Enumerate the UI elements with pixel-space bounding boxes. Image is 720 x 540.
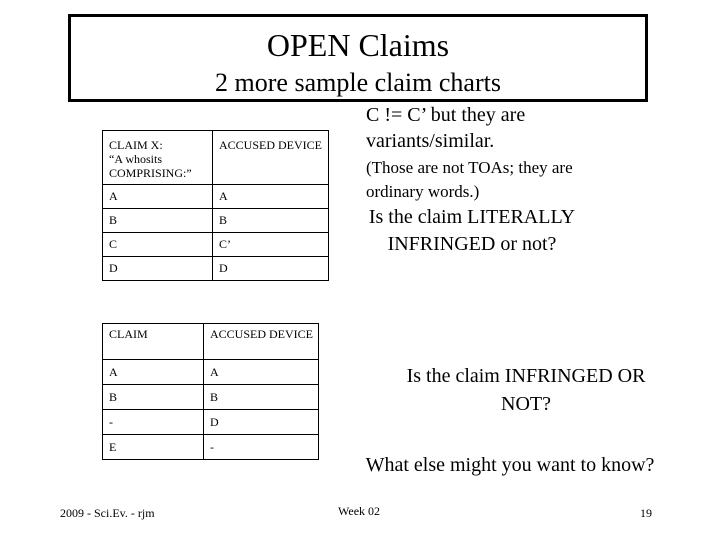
accused-cell: C’ xyxy=(213,233,329,257)
claim-cell: A xyxy=(103,185,213,209)
page-number: 19 xyxy=(640,506,652,520)
table-row xyxy=(103,257,329,281)
accused-cell: D xyxy=(213,257,329,281)
claim-cell: B xyxy=(103,209,213,233)
slide-subtitle: 2 more sample claim charts xyxy=(215,68,501,97)
accused-cell: B xyxy=(204,385,319,410)
table-row xyxy=(103,209,329,233)
header-claim-cell: CLAIM X: “A whosits COMPRISING:” xyxy=(103,131,213,185)
table-header-row xyxy=(103,324,319,360)
table-row xyxy=(103,233,329,257)
literal-infringement-question: Is the claim LITERALLY INFRINGED or not? xyxy=(368,206,576,255)
table-row xyxy=(103,410,319,435)
table-row xyxy=(103,185,329,209)
accused-cell: B xyxy=(213,209,329,233)
table-row xyxy=(103,360,319,385)
footer-course: 2009 - Sci.Ev. - rjm xyxy=(60,506,155,520)
title-box xyxy=(68,14,648,102)
table-header-row xyxy=(103,131,329,185)
header-accused-cell: ACCUSED DEVICE xyxy=(204,324,319,360)
claim-cell: D xyxy=(103,257,213,281)
claim-cell: A xyxy=(103,360,204,385)
table-row xyxy=(103,385,319,410)
claim-chart-1 xyxy=(102,130,329,281)
table-row xyxy=(103,435,319,460)
accused-cell: A xyxy=(213,185,329,209)
claim-cell: - xyxy=(103,410,204,435)
toas-note: (Those are not TOAs; they are ordinary words.) xyxy=(366,158,573,201)
header-accused-cell: ACCUSED DEVICE xyxy=(213,131,329,185)
claim-cell: C xyxy=(103,233,213,257)
what-else-question: What else might you want to know? xyxy=(365,454,655,476)
claim-cell: B xyxy=(103,385,204,410)
variants-note: C != C’ but they are variants/similar. xyxy=(366,104,526,152)
header-claim-cell: CLAIM xyxy=(103,324,204,360)
accused-cell: A xyxy=(204,360,319,385)
accused-cell: - xyxy=(204,435,319,460)
infringement-question: Is the claim INFRINGED OR NOT? xyxy=(406,365,646,415)
claim-chart-2 xyxy=(102,323,319,460)
accused-cell: D xyxy=(204,410,319,435)
slide-title: OPEN Claims xyxy=(266,27,450,63)
claim-cell: E xyxy=(103,435,204,460)
footer-week: Week 02 xyxy=(338,504,381,518)
